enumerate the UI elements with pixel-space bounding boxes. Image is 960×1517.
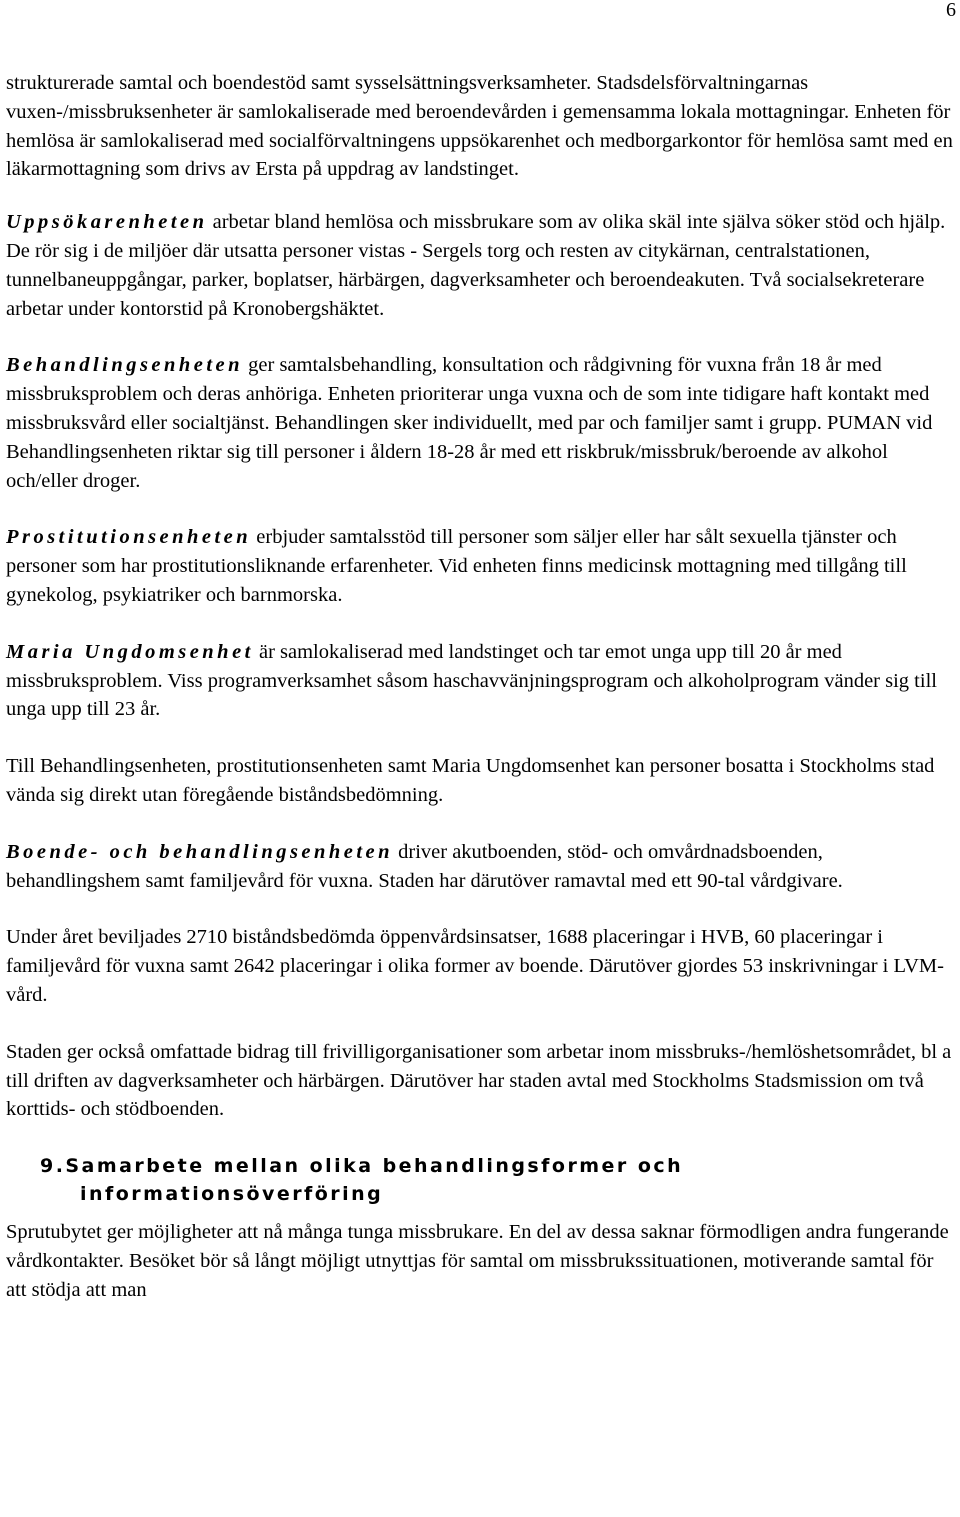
term-boende-behandlingsenheten: Boende- och behandlingsenheten (6, 840, 394, 863)
paragraph-maria-ungdomsenhet (6, 638, 954, 724)
paragraph-text: är samlokaliserad med landstinget och tar emot unga upp till 20 år med missbruksproblem. Viss programverksamhet såsom haschavvänjningsprogram och alkoholprogram vänder sig till unga upp till 23 år. (6, 640, 937, 721)
paragraph-intro: strukturerade samtal och boendestöd samt sysselsättningsverksamheter. Stadsdelsförvaltningarnas vuxen-/missbruksenheter är samlokaliserade med beroendevården i gemensamma lokala mottagningar. Enheten för hemlösa är samlokaliserad med socialförvaltningens uppsökarenhet och medborgarkontor för hemlösa samt med en läkarmottagning som drivs av Ersta på uppdrag av landstinget. (6, 72, 953, 181)
section-heading (6, 1152, 954, 1208)
section-number: 9. (40, 1155, 66, 1178)
term-prostitutionsenheten: Prostitutionsenheten (6, 526, 252, 549)
paragraph-uppsokarenheten (6, 208, 954, 323)
term-maria-ungdomsenhet: Maria Ungdomsenhet (6, 640, 254, 663)
paragraph-text: erbjuder samtalsstöd till personer som säljer eller har sålt sexuella tjänster och personer som har prostitutionsliknande erfarenheter. Vid enheten finns medicinsk mottagning med tillgång till gynekolog, psykiatriker och barnmorska. (6, 526, 907, 606)
paragraph-text: arbetar bland hemlösa och missbrukare som av olika skäl inte själva söker stöd och hjälp. De rör sig i de miljöer där utsatta personer vistas - Sergels torg och resten av citykärnan, centralstationen, tunnelbaneuppgångar, parker, boplatser, härbärgen, dagverksamheter och beroendeakuten. Två socialsekreterare arbetar under kontorstid på Kronobergshäktet. (6, 211, 946, 320)
paragraph-prostitutionsenheten (6, 523, 954, 609)
term-behandlingsenheten: Behandlingsenheten (6, 354, 244, 377)
paragraph-direct-access: Till Behandlingsenheten, prostitutionsenheten samt Maria Ungdomsenhet kan personer bosatta i Stockholms stad vända sig direkt utan föregående biståndsbedömning. (6, 755, 935, 806)
document-body (6, 69, 954, 1305)
paragraph-boende-behandling (6, 838, 954, 896)
paragraph-text: driver akutboenden, stöd- och omvårdnadsboenden, behandlingshem samt familjevård för vuxna. Staden har därutöver ramavtal med ett 90-tal vårdgivare. (6, 840, 843, 892)
page-number: 6 (946, 0, 956, 21)
paragraph-behandlingsenheten (6, 351, 954, 495)
paragraph-needle-exchange: Sprutubytet ger möjligheter att nå många tunga missbrukare. En del av dessa saknar förmodligen andra fungerande vårdkontakter. Besöket bör så långt möjligt utnyttjas för samtal om missbrukssituationen, motiverande samtal för att stödja att man (6, 1221, 949, 1301)
paragraph-grants: Staden ger också omfattade bidrag till frivilligorganisationer som arbetar inom missbruks-/hemlöshetsområdet, bl a till driften av dagverksamheter och härbärgen. Därutöver har staden avtal med Stockholms Stadsmission om två korttids- och stödboenden. (6, 1040, 952, 1121)
paragraph-text: ger samtalsbehandling, konsultation och rådgivning för vuxna från 18 år med missbruksproblem och deras anhöriga. Enheten prioriterar unga vuxna och de som inte tidigare haft kontakt med missbruksvård eller socialtjänst. Behandlingen sker individuellt, med par och familjer samt i grupp. PUMAN vid Behandlingsenheten riktar sig till personer i åldern 18-28 år med ett riskbruk/missbruk/beroende av alkohol och/eller droger. (6, 354, 933, 492)
term-uppsokarenheten: Uppsökarenheten (6, 211, 208, 234)
section-title-line1: Samarbete mellan olika behandlingsformer och (65, 1155, 684, 1178)
paragraph-statistics: Under året beviljades 2710 biståndsbedömda öppenvårdsinsatser, 1688 placeringar i HVB, 60 placeringar i familjevård för vuxna samt 2642 placeringar i olika former av boende. Därutöver gjordes 53 inskrivningar i LVM-vård. (6, 926, 944, 1006)
section-title-line2: informationsöverföring (80, 1183, 384, 1206)
